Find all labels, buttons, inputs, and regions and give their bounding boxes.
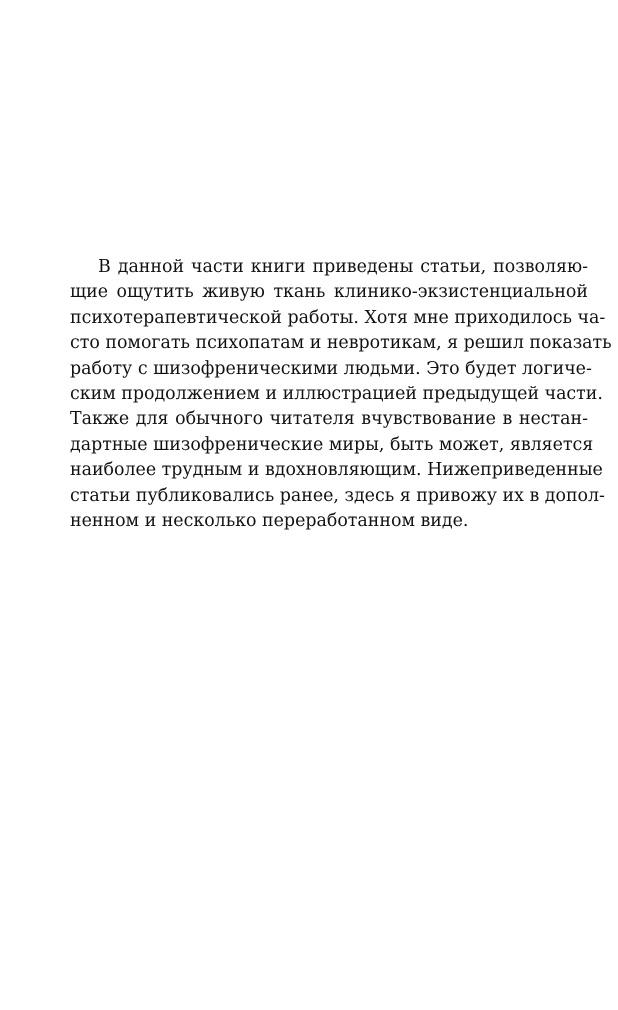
paragraph-line: сто помогать психопатам и невротикам, я решил показать (70, 333, 612, 354)
paragraph-line: ским продолжением и иллюстрацией предыдущей части. (70, 383, 603, 404)
paragraph-line: Также для обычного читателя вчувствование в нестан- (70, 409, 588, 430)
paragraph-line: работу с шизофреническими людьми. Это будет логиче- (70, 358, 592, 379)
body-paragraph (70, 255, 612, 534)
paragraph-line: В данной части книги приведены статьи, позволяю- (98, 257, 588, 277)
paragraph-line: ненном и несколько переработанном виде. (70, 510, 469, 531)
paragraph-line: статьи публиковались ранее, здесь я привожу их в допол- (70, 485, 605, 506)
paragraph-line: психотерапевтической работы. Хотя мне приходилось ча- (70, 307, 606, 328)
paragraph-line: дартные шизофренические миры, быть может, является (70, 434, 594, 455)
paragraph-line: щие ощутить живую ткань клинико-экзистенциальной (70, 282, 588, 303)
paragraph-line: наиболее трудным и вдохновляющим. Нижеприведенные (70, 460, 603, 481)
